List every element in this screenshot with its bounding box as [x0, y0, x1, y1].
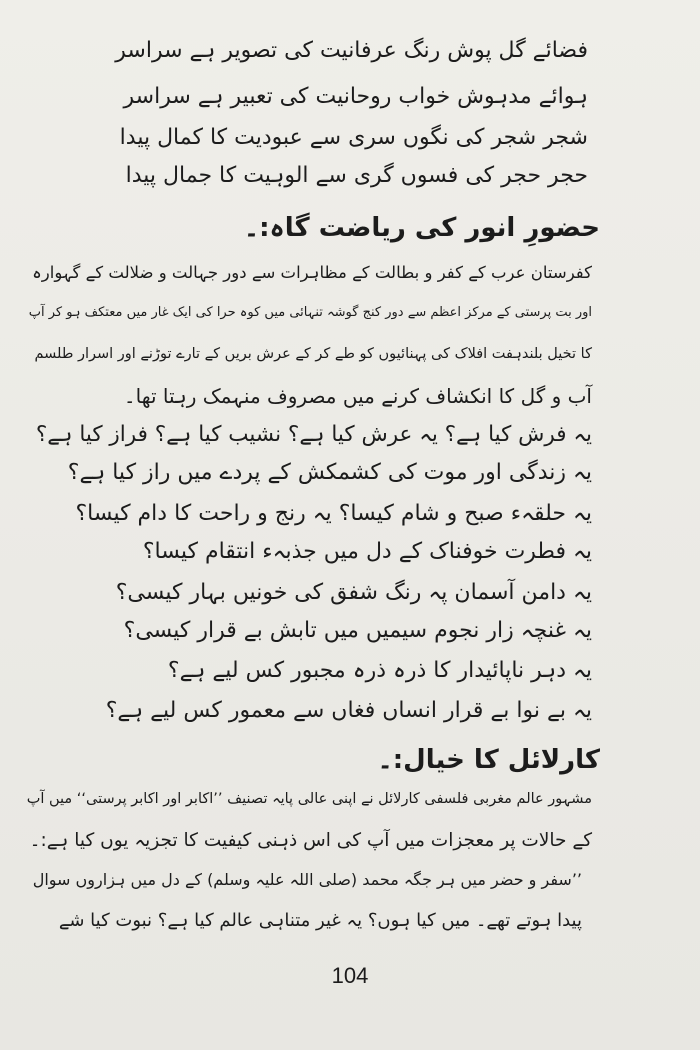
question-line: یہ زندگی اور موت کی کشمکش کے پردے میں راز کیا ہے؟: [67, 460, 592, 485]
quote-line: ’’سفر و حضر میں ہر جگہ محمد (صلی اللہ علیہ وسلم) کے دل میں ہزاروں سوال: [32, 870, 582, 889]
paragraph-line: مشہور عالم مغربی فلسفی کارلائل نے اپنی عالی پایہ تصنیف ’’اکابر اور اکابر پرستی‘‘ میں آپ: [26, 791, 592, 807]
poem-line: شجر شجر کی نگوں سری سے عبودیت کا کمال پیدا: [119, 125, 588, 150]
page-number: 104: [331, 963, 369, 988]
poem-line: حجر حجر کی فسوں گری سے الوہیت کا جمال پیدا: [125, 163, 588, 188]
paragraph-line: اور بت پرستی کے مرکز اعظم سے دور کنج گوشہ تنہائی میں کوہ حرا کی ایک غار میں معتکف ہو کر آپ: [28, 305, 592, 320]
section-heading-riazat: حضورِ انور کی ریاضت گاہ:۔: [243, 213, 600, 243]
question-line: یہ غنچہ زار نجوم سیمیں میں تابش بے قرار کیسی؟: [123, 618, 592, 643]
question-line: یہ دہر ناپائیدار کا ذرہ ذرہ مجبور کس لیے ہے؟: [167, 658, 592, 683]
paragraph-line: کے حالات پر معجزات میں آپ کی اس ذہنی کیفیت کا تجزیہ یوں کیا ہے:۔: [29, 830, 592, 851]
question-line: یہ فطرت خوفناک کے دل میں جذبہء انتقام کیسا؟: [142, 539, 592, 564]
question-line: یہ حلقہء صبح و شام کیسا؟ یہ رنج و راحت کا دام کیسا؟: [75, 501, 592, 526]
paragraph-line: کفرستان عرب کے کفر و بطالت کے مظاہرات سے دور جہالت و ضلالت کے گہوارہ: [32, 263, 592, 282]
paragraph-line: کا تخیل بلندہفت افلاک کی پہنائیوں کو طے کر کے عرش بریں کے تارے توڑنے اور اسرار طلسم: [34, 346, 592, 362]
question-line: یہ فرش کیا ہے؟ یہ عرش کیا ہے؟ نشیب کیا ہے؟ فراز کیا ہے؟: [35, 422, 592, 447]
section-heading-carlyle: کارلائل کا خیال:۔: [377, 745, 600, 775]
poem-line: فضائے گل پوش رنگ عرفانیت کی تصویر ہے سراسر: [115, 38, 588, 63]
question-line: یہ بے نوا بے قرار انساں فغاں سے معمور کس لیے ہے؟: [105, 698, 592, 723]
question-line: یہ دامن آسمان پہ رنگ شفق کی خونیں بہار کیسی؟: [115, 580, 592, 605]
paragraph-line: آب و گل کا انکشاف کرنے میں مصروف منہمک رہتا تھا۔: [123, 384, 592, 408]
poem-line: ہوائے مدہوش خواب روحانیت کی تعبیر ہے سراسر: [123, 84, 588, 109]
quote-line: پیدا ہوتے تھے۔ میں کیا ہوں؟ یہ غیر متناہی عالم کیا ہے؟ نبوت کیا شے: [58, 910, 582, 931]
